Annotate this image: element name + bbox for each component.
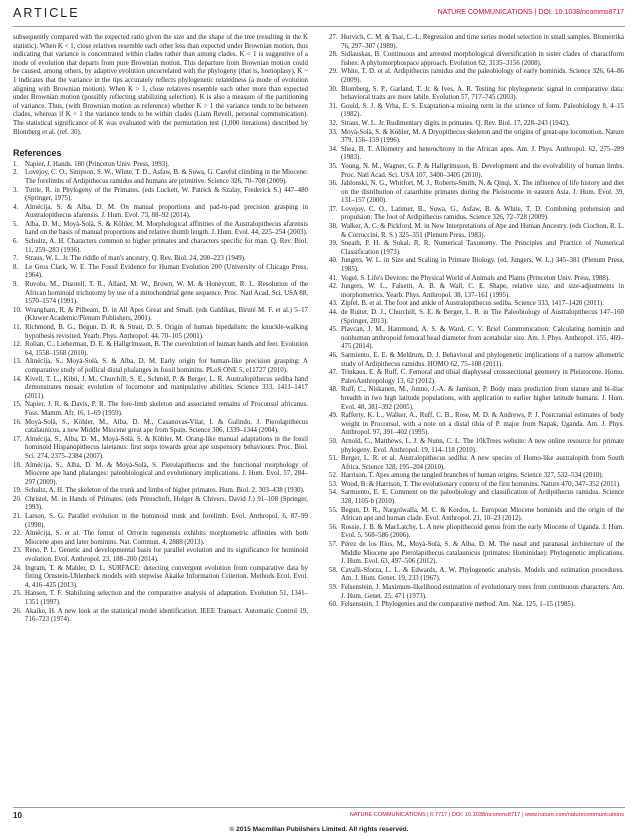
header-divider (13, 26, 625, 27)
reference-item (329, 120, 624, 129)
reference-text: Akaike, H. A new look at the statistical model identification. IEEE Transact. Automatic Control 19, 716–723 (1974). (25, 607, 308, 624)
reference-item (329, 223, 624, 240)
reference-number: 42. (329, 283, 338, 291)
reference-item (329, 412, 624, 438)
reference-item (329, 257, 624, 274)
reference-item (13, 358, 308, 375)
reference-text: Richmond, B. G., Begun, D. R. & Strait, D. S. Origin of human bipedalism: the knuckle-walking hypothesis revisited. Yearb. Phys. Anthropol. 44, 70–105 (2001). (25, 324, 308, 340)
reference-text: Plavcan, J. M., Hammond, A. S. & Ward, C. V. Brief Communication: Calculating hominin and nonhuman anthropoid femoral head diameter from acetabular size. Am. J. Phys. Anthropol. 155, 469–475 (2014). (341, 326, 624, 351)
reference-text: Straus, W. L. Jr. Rudimentary digits in primates. Q. Rev. Biol. 17, 228–243 (1942). (341, 119, 570, 127)
reference-item (329, 206, 624, 223)
reference-item (13, 307, 308, 324)
reference-text: Schultz, A. H. Characters common to higher primates and characters specific for man. Q. Rev. Biol. 11, 259–283 (1936). (25, 238, 308, 254)
reference-item (13, 547, 308, 564)
reference-number: 6. (13, 238, 19, 246)
reference-text: Lovejoy, C. O., Simpson, S. W., White, T. D., Asfaw, B. & Suwa, G. Careful climbing in the Miocene: The forelimbs of Ardipithecus ramidus and humans are primitive. Science 326, 70–708 (2009). (25, 169, 308, 185)
reference-number: 45. (329, 326, 338, 334)
reference-item (13, 238, 308, 255)
reference-number: 46. (329, 351, 338, 359)
reference-text: Almécija, S. & Alba, D. M. On manual proportions and pad-to-pad precision grasping in Australopithecus afarensis. J. Hum. Evol. 73, 88–92 (2014). (25, 203, 308, 220)
reference-item (13, 462, 308, 488)
reference-item (13, 513, 308, 530)
reference-number: 19. (13, 487, 22, 495)
reference-item (13, 255, 308, 264)
reference-text: Felsenstein, J. Phylogenies and the comparative method. Am. Nat. 125, 1–15 (1985). (341, 601, 575, 609)
reference-text: Napier, J. R. & Davis, P. R. The fore-limb skeleton and associated remains of Proconsul africanus. Foss. Mamm. Afr. 16, 1–69 (1959). (25, 401, 308, 417)
reference-number: 43. (329, 300, 338, 308)
reference-item (329, 275, 624, 284)
reference-number: 10. (13, 306, 22, 314)
reference-item (13, 324, 308, 341)
reference-item (13, 496, 308, 513)
reference-text: Christel, M. in Hands of Primates. (eds Preuschoft, Holger & Chivers, David J.) 91–108 (Springer, 1993). (25, 495, 308, 512)
reference-item (13, 187, 308, 204)
reference-item (329, 489, 624, 506)
reference-number: 37. (329, 205, 338, 213)
reference-number: 3. (13, 186, 19, 194)
reference-text: Almécija, S., Moyà-Solà, S. & Alba, D. M. Early origin for human-like precision grasping: A comparative study of pollical distal phalanges in fossil hominins. PLoS ONE 5, e11727 (2010). (25, 358, 308, 374)
reference-text: Berger, L. R. et al. Australopithecus sediba: A new species of Homo-like australopith from South Africa. Science 328, 195–204 (2010). (341, 455, 624, 471)
reference-text: Almécija, S., Alba, D. M., Moyà-Solà, S. & Köhler, M. Orang-like manual adaptations in the fossil hominoid Hispanopithecus laietanus: first steps towards great ape suspensory behaviours. Proc. Biol. Sci. 274, 2375–2384 (2007). (25, 435, 308, 460)
footer-divider (13, 807, 625, 808)
reference-number: 26. (13, 607, 22, 615)
reference-text: Shea, B. T. Allometry and heterochrony in the African apes. Am. J. Phys. Anthropol. 62, 275–289 (1983). (341, 145, 624, 162)
reference-number: 28. (329, 51, 338, 59)
reference-text: Alba, D. M., Moyà-Solà, S. & Köhler, M. Morphological affinities of the Australopithecus afarensis hand on the basis of manual proportions and relative thumb length. J. Hum. Evol. 44, 225–254 (2003). (25, 220, 308, 237)
reference-item (13, 436, 308, 462)
reference-item (329, 438, 624, 455)
reference-item (329, 86, 624, 103)
reference-text: Moyà-Solà, S. & Köhler, M. A Dryopithecus skeleton and the origins of great-ape locomotion. Nature 379, 156–159 (1996). (341, 128, 624, 145)
reference-number: 14. (13, 375, 22, 383)
reference-number: 15. (13, 401, 22, 409)
reference-number: 57. (329, 541, 338, 549)
reference-text: Harrison, T. Apes among the tangled branches of human origins. Science 327, 532–534 (2010). (341, 472, 604, 480)
reference-text: Ruvolo, M., Disotell, T. R., Allard, M. W., Brown, W. M. & Honeycutt, R. L. Resolution of the African hominoid trichotomy by use of a mitochondrial gene sequence. Proc. Natl Acad. Sci. USA 88, 1570–1574 (1991). (25, 281, 308, 306)
reference-item (329, 146, 624, 163)
reference-number: 35. (329, 162, 338, 170)
reference-number: 29. (329, 68, 338, 76)
reference-item (329, 524, 624, 541)
reference-number: 17. (13, 435, 22, 443)
reference-number: 49. (329, 412, 338, 420)
reference-item (329, 103, 624, 120)
reference-item (329, 369, 624, 386)
reference-number: 55. (329, 506, 338, 514)
reference-number: 59. (329, 584, 338, 591)
reference-number: 31. (329, 102, 338, 110)
body-paragraph: subsequently compared with the expected ratio given the size and the shape of the tree (resulting in the K statistic). When K < 1, close relatives resemble each other less than expected under Brownian motion, thus indicating that variance is concentrated within clades rather than among clades. K < 1 is suggestive of a mode of evolution that departs from pure Brownian motion. This departure from Brownian motion could be caused, among others, by adaptive evolution uncorrelated with the phylogeny (that is, homoplasy). K ~ 1 indicates that the variance in the tips accurately reflects phylogenetic relatedness (a mode of evolution aligning with Brownian motion). When K > 1, close relatives resemble each other more than expected under Brownian motion (possibly reflecting stabilizing selection). K is also a measure of the partitioning of variance. Thus, (with Brownian motion as reference) whether K > 1 the variance tends to be between clades, whereas if K < 1 the variance tends to be within clades (Liam Revell, personal communication). The statistical significance of K was evaluated with the permutation test (1,000 iterations) described by Blomberg et al. (ref. 30). (13, 34, 308, 136)
reference-number: 54. (329, 489, 338, 497)
reference-item (329, 481, 624, 490)
reference-number: 21. (13, 513, 22, 521)
reference-text: Sneath, P. H. & Sokal, R. R. Numerical Taxonomy. The Principles and Practice of Numerical Classification (1973). (341, 240, 624, 256)
reference-text: Wood, B. & Harrison, T. The evolutionary context of the first hominins. Nature 470, 347–352 (2011). (341, 480, 621, 488)
reference-number: 36. (329, 180, 338, 188)
reference-item (329, 567, 624, 584)
reference-number: 27. (329, 34, 338, 41)
reference-item (13, 401, 308, 418)
reference-text: Le Gros Clark, W. E. The Fossil Evidence for Human Evolution 200 (University of Chicago Press, 1964). (25, 263, 308, 280)
reference-text: Larson, S. G. Parallel evolution in the hominoid trunk and forelimb. Evol. Anthropol. 6, 87–99 (1998). (25, 513, 308, 529)
reference-number: 4. (13, 203, 19, 211)
reference-text: Blomberg, S. P., Garland, T. Jr. & Ives, A. R. Testing for phylogenetic signal in comparative data: behavioral traits are more labile. Evolution 57, 717–745 (2003). (341, 85, 624, 102)
reference-item (13, 590, 308, 607)
reference-number: 47. (329, 369, 338, 377)
reference-number: 34. (329, 145, 338, 153)
reference-item (329, 34, 624, 51)
reference-item (13, 264, 308, 281)
reference-number: 11. (13, 324, 22, 331)
reference-number: 16. (13, 418, 22, 426)
reference-text: Sarmiento, E. E. Comment on the paleobiology and classification of Ardipithecus ramidus. Science 328, 1105-b (2010). (341, 489, 624, 506)
page-number: 10 (13, 811, 22, 820)
reference-number: 8. (13, 263, 19, 271)
reference-item (13, 221, 308, 238)
reference-number: 48. (329, 386, 338, 394)
reference-text: Tuttle, R. in Phylogeny of the Primates. (eds Luckett, W. Patrick & Szalay, Frederick S.) 447–480 (Springer, 1975). (25, 186, 308, 203)
reference-text: Ingram, T. & Mahler, D. L. SURFACE: detecting convergent evolution from comparative data by fitting Ornstein-Uhlenbeck models with stepwise Akaike Information Criterion. Methods Ecol. Evol. 4, 416–425 (2013). (25, 564, 308, 589)
reference-number: 40. (329, 257, 338, 265)
reference-item (329, 51, 624, 68)
reference-number: 25. (13, 590, 22, 598)
reference-number: 24. (13, 564, 22, 572)
reference-text: Wrangham, R. & Pilbeam, D. in All Apes Great and Small. (eds Galdikas, Biruté M. F. et al.) 5–17 (Kluwer Academic/Plenum Publishers, 2001). (25, 306, 308, 323)
reference-item (329, 455, 624, 472)
reference-item (329, 68, 624, 85)
reference-item (13, 565, 308, 591)
reference-item (13, 169, 308, 186)
reference-item (13, 419, 308, 436)
reference-text: White, T. D. et al. Ardipithecus ramidus and the paleobiology of early hominids. Science 326, 64–86 (2009). (341, 68, 624, 84)
references-heading: References (13, 148, 62, 159)
reference-text: Jungers, W. L., Falsetti, A. B. & Wall, C. E. Shape, relative size, and size-adjustments in morphometrics. Yearb. Phys. Anthropol. 38, 137–161 (1995). (341, 283, 624, 299)
reference-number: 56. (329, 523, 338, 531)
reference-item (13, 487, 308, 496)
reference-number: 39. (329, 240, 338, 248)
reference-number: 18. (13, 461, 22, 469)
reference-item (329, 129, 624, 146)
reference-text: Sarmiento, E. E. & Meldrum, D. J. Behavioral and phylogenetic implications of a narrow allometric study of Ardipithecus ramidus. HOMO 62, 75–108 (2011). (341, 351, 624, 368)
reference-text: Hurvich, C. M. & Tsai, C.-L. Regression and time series model selection in small samples. Biometrika 76, 297–307 (1989). (341, 34, 624, 50)
header-doi: NATURE COMMUNICATIONS | DOI: 10.1038/ncomms8717 (437, 9, 624, 16)
reference-text: Arnold, C., Matthews, L. J. & Nunn, C. L. The 10kTrees website: A new online resource for primate phylogeny. Evol. Anthropol. 19, 114–118 (2010). (341, 437, 624, 454)
footer-citation: NATURE COMMUNICATIONS | 6:7717 | DOI: 10.1038/ncomms8717 | www.nature.com/naturecommunications (349, 812, 624, 818)
reference-text: Cavalli-Sforza, L. L. & Edwards, A. W. Phylogenetic analysis. Models and estimation procedures. Am. J. Hum. Genet. 19, 233 (1967). (341, 566, 624, 583)
reference-text: Walker, A. C. & Pickford, M. in New Interpretations of Ape and Human Ancestry. (eds Ciochon, R. L. & Corruccini, R. S.) 325–351 (Plenum Press, 1983). (341, 223, 624, 239)
reference-number: 30. (329, 85, 338, 93)
reference-item (13, 204, 308, 221)
reference-number: 44. (329, 309, 338, 316)
reference-item (329, 180, 624, 206)
reference-text: Straus, W. L. Jr. The riddle of man's ancestry. Q. Rev. Biol. 24, 200–223 (1949). (25, 255, 246, 263)
reference-text: de Ruiter, D. J., Churchill, S. E. & Berger, L. R. in The Paleobiology of Australopithecus 147–160 (Springer, 2013). (341, 309, 624, 325)
reference-number: 1. (13, 160, 19, 168)
reference-text: Rafferty, K. L., Walker, A., Ruff, C. B., Rose, M. D. & Andrews, P. J. Postcranial estimates of body weight in Proconsul, with a note on a distal tibia of P. major from Napak, Uganda. Am. J. Phys. Anthropol. 97, 391–402 (1995). (341, 412, 624, 437)
reference-number: 38. (329, 223, 338, 231)
reference-item (13, 281, 308, 307)
copyright-notice: © 2015 Macmillan Publishers Limited. All rights reserved. (229, 826, 409, 833)
reference-number: 51. (329, 455, 338, 463)
reference-number: 20. (13, 495, 22, 503)
reference-number: 32. (329, 119, 338, 127)
reference-item (329, 584, 624, 601)
reference-text: Napier, J. Hands. 180 (Princeton Univ. Press, 1993). (25, 160, 170, 168)
reference-item (329, 472, 624, 481)
reference-text: Pérez de los Ríos, M., Moyà-Solà, S. & Alba, D. M. The nasal and paranasal architecture of the Middle Miocene ape Pierolapithecus catalaunicus (primates: Hominidae): Phylogenetic implications. J. Hum. Evol. 63, 497–506 (2012). (341, 541, 624, 566)
reference-number: 22. (13, 530, 22, 538)
reference-text: Kivell, T. L., Kibii, J. M., Churchill, S. E., Schmid, P. & Berger, L. R. Australopithecus sediba hand demonstrates mosaic evolution of locomotor and manipulative abilities. Science 333, 1411–1417 (2011). (25, 375, 308, 400)
reference-text: Zipfel, B. et al. The foot and ankle of Australopithecus sediba. Science 333, 1417–1420 (2011). (341, 300, 604, 308)
reference-number: 60. (329, 601, 338, 609)
reference-item (329, 163, 624, 180)
reference-number: 23. (13, 547, 22, 555)
reference-number: 9. (13, 281, 19, 289)
journal-section-label: ARTICLE (13, 6, 80, 20)
reference-item (329, 541, 624, 567)
reference-text: Jungers, W. L. in Size and Scaling in Primate Biology. (ed. Jungers, W. L.) 345–381 (Plenum Press, 1985). (341, 257, 624, 274)
reference-text: Begun, D. R., Nargolwalla, M. C. & Kordos, L. European Miocene hominids and the origin of the African ape and human clade. Evol. Anthropol. 21, 10–23 (2012). (341, 506, 624, 523)
reference-number: 5. (13, 220, 19, 228)
reference-number: 7. (13, 255, 19, 263)
reference-item (329, 300, 624, 309)
reference-text: Young, N. M., Wagner, G. P. & Hallgrímsson, B. Development and the evolvability of human limbs. Proc. Natl Acad. Sci. USA 107, 3400–3405 (2010). (341, 162, 624, 179)
reference-number: 41. (329, 274, 338, 282)
reference-text: Rolian, C., Lieberman, D. E. & Hallgrímsson, B. The coevolution of human hands and feet. Evolution 64, 1558–1568 (2010). (25, 341, 308, 357)
reference-text: Moyà-Solà, S., Köhler, M., Alba, D. M., Casanovas-Vilar, I. & Galindo, J. Pierolapithecus catalaunicus, a new Middle Miocene great ape from Spain. Science 306, 1339–1344 (2004). (25, 418, 308, 435)
reference-number: 50. (329, 437, 338, 445)
reference-text: Reno, P. L. Genetic and developmental basis for parallel evolution and its significance for hominoid evolution. Evol. Anthropol. 23, 188–200 (2014). (25, 547, 308, 564)
reference-item (329, 240, 624, 257)
reference-text: Gould, S. J. & Vrba, E. S. Exaptation-a missing term in the science of form. Paleobiology 8, 4–15 (1982). (341, 102, 624, 119)
reference-item (13, 376, 308, 402)
reference-item (329, 309, 624, 326)
reference-item (13, 341, 308, 358)
reference-item (329, 507, 624, 524)
reference-text: Schultz, A. H. The skeleton of the trunk and limbs of higher primates. Hum. Biol. 2, 303–438 (1930). (25, 487, 305, 495)
reference-text: Felsenstein, J. Maximum-likelihood estimation of evolutionary trees from continuous characters. Am. J. Hum. Genet. 25, 471 (1973). (341, 584, 624, 600)
reference-number: 58. (329, 566, 338, 574)
reference-number: 33. (329, 128, 338, 136)
reference-text: Lovejoy, C. O., Latimer, B., Suwa, G., Asfaw, B. & White, T. D. Combining prehension and propulsion: The foot of Ardipithecus ramidus. Science 326, 72–728 (2009). (341, 205, 624, 222)
reference-item (329, 283, 624, 300)
reference-item (13, 530, 308, 547)
reference-text: Trinkaus, E. & Ruff, C. Femoral and tibial diaphyseal crosssectional geometry in Pleistocene. Homo. PaleoAnthropology 13, 62 (2012). (341, 369, 624, 385)
reference-text: Almécija, S. et al. The femur of Orrorin tugenensis exhibits morphometric affinities with both Miocene apes and later hominins. Nat. Commun. 4, 2888 (2013). (25, 530, 308, 546)
reference-item (13, 161, 308, 170)
reference-list-left (13, 161, 308, 625)
reference-text: Sidlauskas, B. Continuous and arrested morphological diversification in sister clades of characiform fishes: A phylomorphospace approach. Evolution 62, 3135–3156 (2008). (341, 51, 624, 67)
reference-text: Jablonski, N. G., Whitfort, M. J., Roberts-Smith, N. & Qinqi, X. The influence of life history and diet on the distribution of catarrhine primates during the Pleistocene in eastern Asia. J. Hum. Evol. 39, 131–157 (2000). (341, 180, 624, 205)
reference-text: Ruff, C., Niskanen, M., Junno, J.-A. & Jamison, P. Body mass prediction from stature and bi-iliac breadth in two high latitude populations, with application to earlier higher latitude humans. J. Hum. Evol. 48, 381–392 (2005). (341, 386, 624, 411)
left-column (13, 34, 308, 625)
reference-item (329, 326, 624, 352)
reference-number: 53. (329, 480, 338, 488)
reference-number: 52. (329, 472, 338, 480)
right-column (329, 34, 624, 610)
reference-item (329, 601, 624, 610)
reference-item (329, 352, 624, 369)
reference-text: Hansen, T. F. Stabilizing selection and the comparative analysis of adaptation. Evolution 51, 1341–1351 (1997). (25, 590, 308, 606)
reference-text: Almécija, S., Alba, D. M. & Moyà-Solà, S. Pierolapithecus and the functional morphology of Miocene ape hand phalanges: paleobiological and evolutionary implications. J. Hum. Evol. 57, 284–297 (2009). (25, 461, 308, 486)
reference-number: 13. (13, 358, 22, 366)
reference-item (329, 386, 624, 412)
reference-item (13, 608, 308, 625)
reference-number: 2. (13, 169, 19, 177)
reference-number: 12. (13, 341, 22, 349)
reference-text: Vogel, S. Life's Devices: the Physical World of Animals and Plants (Princeton Univ. Press, 1988). (341, 274, 610, 282)
reference-text: Rossie, J. B. & MacLatchy, L. A new pliopithecoid genus from the early Miocene of Uganda. J. Hum. Evol. 5, 568–586 (2006). (341, 523, 624, 540)
reference-list-right (329, 34, 624, 610)
